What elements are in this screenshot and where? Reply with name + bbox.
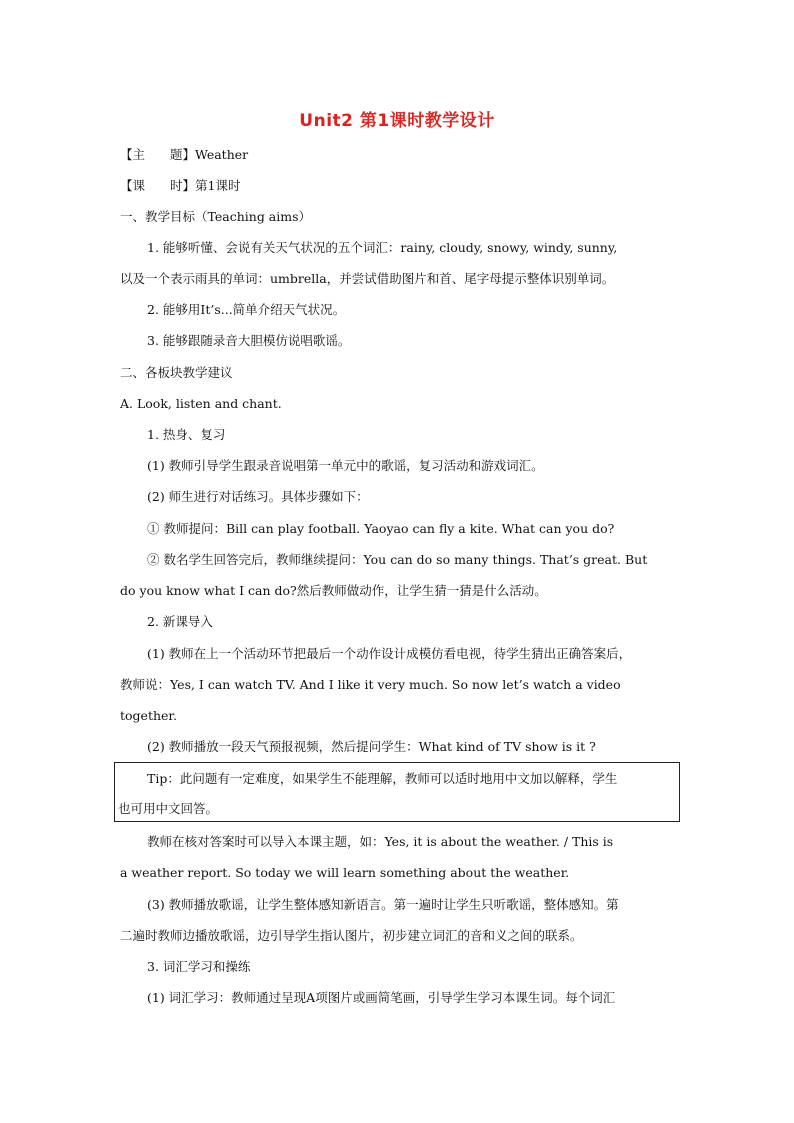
aim-3: 3. 能够跟随录音大胆模仿说唱歌谣。: [147, 333, 351, 348]
tip-box: [114, 762, 680, 822]
new-lesson-2: (2) 教师播放一段天气预报视频，然后提问学生：What kind of TV show is it ?: [147, 739, 596, 754]
new-lesson-1-line-1: (1) 教师在上一个活动环节把最后一个动作设计成模仿看电视，待学生猜出正确答案后，: [147, 646, 632, 661]
check-answer-line-2: a weather report. So today we will learn something about the weather.: [120, 865, 570, 880]
suggestions-heading: 二、各板块教学建议: [120, 365, 233, 380]
aims-heading: 一、教学目标（Teaching aims）: [120, 209, 312, 224]
vocab-heading: 3. 词汇学习和操练: [147, 959, 251, 974]
period-line: 【课 时】第1课时: [120, 178, 241, 193]
new-lesson-3-line-1: (3) 教师播放歌谣，让学生整体感知新语言。第一遍时让学生只听歌谣，整体感知。第: [147, 897, 619, 912]
warmup-step-2: (2) 师生进行对话练习。具体步骤如下：: [147, 489, 369, 504]
topic-line: 【主 题】Weather: [120, 147, 249, 162]
new-lesson-1-line-2: 教师说：Yes, I can watch TV. And I like it very much. So now let’s watch a video: [120, 677, 621, 692]
new-lesson-heading: 2. 新课导入: [147, 614, 213, 629]
new-lesson-1-line-3: together.: [120, 708, 177, 723]
new-lesson-3-line-2: 二遍时教师边播放歌谣，边引导学生指认图片，初步建立词汇的音和义之间的联系。: [120, 928, 583, 943]
warmup-step-1: (1) 教师引导学生跟录音说唱第一单元中的歌谣，复习活动和游戏词汇。: [147, 458, 544, 473]
tip-line-2: 也可用中文回答。: [118, 801, 219, 816]
tip-line-1: Tip：此问题有一定难度，如果学生不能理解，教师可以适时地用中文加以解释，学生: [147, 771, 618, 786]
aim-1-line-1: 1. 能够听懂、会说有关天气状况的五个词汇：rainy, cloudy, snowy, windy, sunny,: [147, 240, 618, 255]
check-answer-line-1: 教师在核对答案时可以导入本课主题，如：Yes, it is about the weather. / This is: [147, 834, 614, 849]
dialog-step-2-line-2: do you know what I can do?然后教师做动作，让学生猜一猜是什么活动。: [120, 583, 547, 598]
dialog-step-1: ① 教师提问：Bill can play football. Yaoyao can fly a kite. What can you do?: [147, 521, 615, 536]
dialog-step-2-line-1: ② 数名学生回答完后，教师继续提问：You can do so many things. That’s great. But: [147, 552, 648, 567]
document-title: Unit2 第1课时教学设计: [299, 111, 495, 131]
aim-1-line-2: 以及一个表示雨具的单词：umbrella，并尝试借助图片和首、尾字母提示整体识别单词。: [120, 271, 615, 286]
warmup-heading: 1. 热身、复习: [147, 427, 226, 442]
vocab-step-1: (1) 词汇学习：教师通过呈现A项图片或画简笔画，引导学生学习本课生词。每个词汇: [147, 990, 616, 1005]
section-a-heading: A. Look, listen and chant.: [120, 396, 282, 411]
aim-2: 2. 能够用It’s...简单介绍天气状况。: [147, 302, 346, 317]
